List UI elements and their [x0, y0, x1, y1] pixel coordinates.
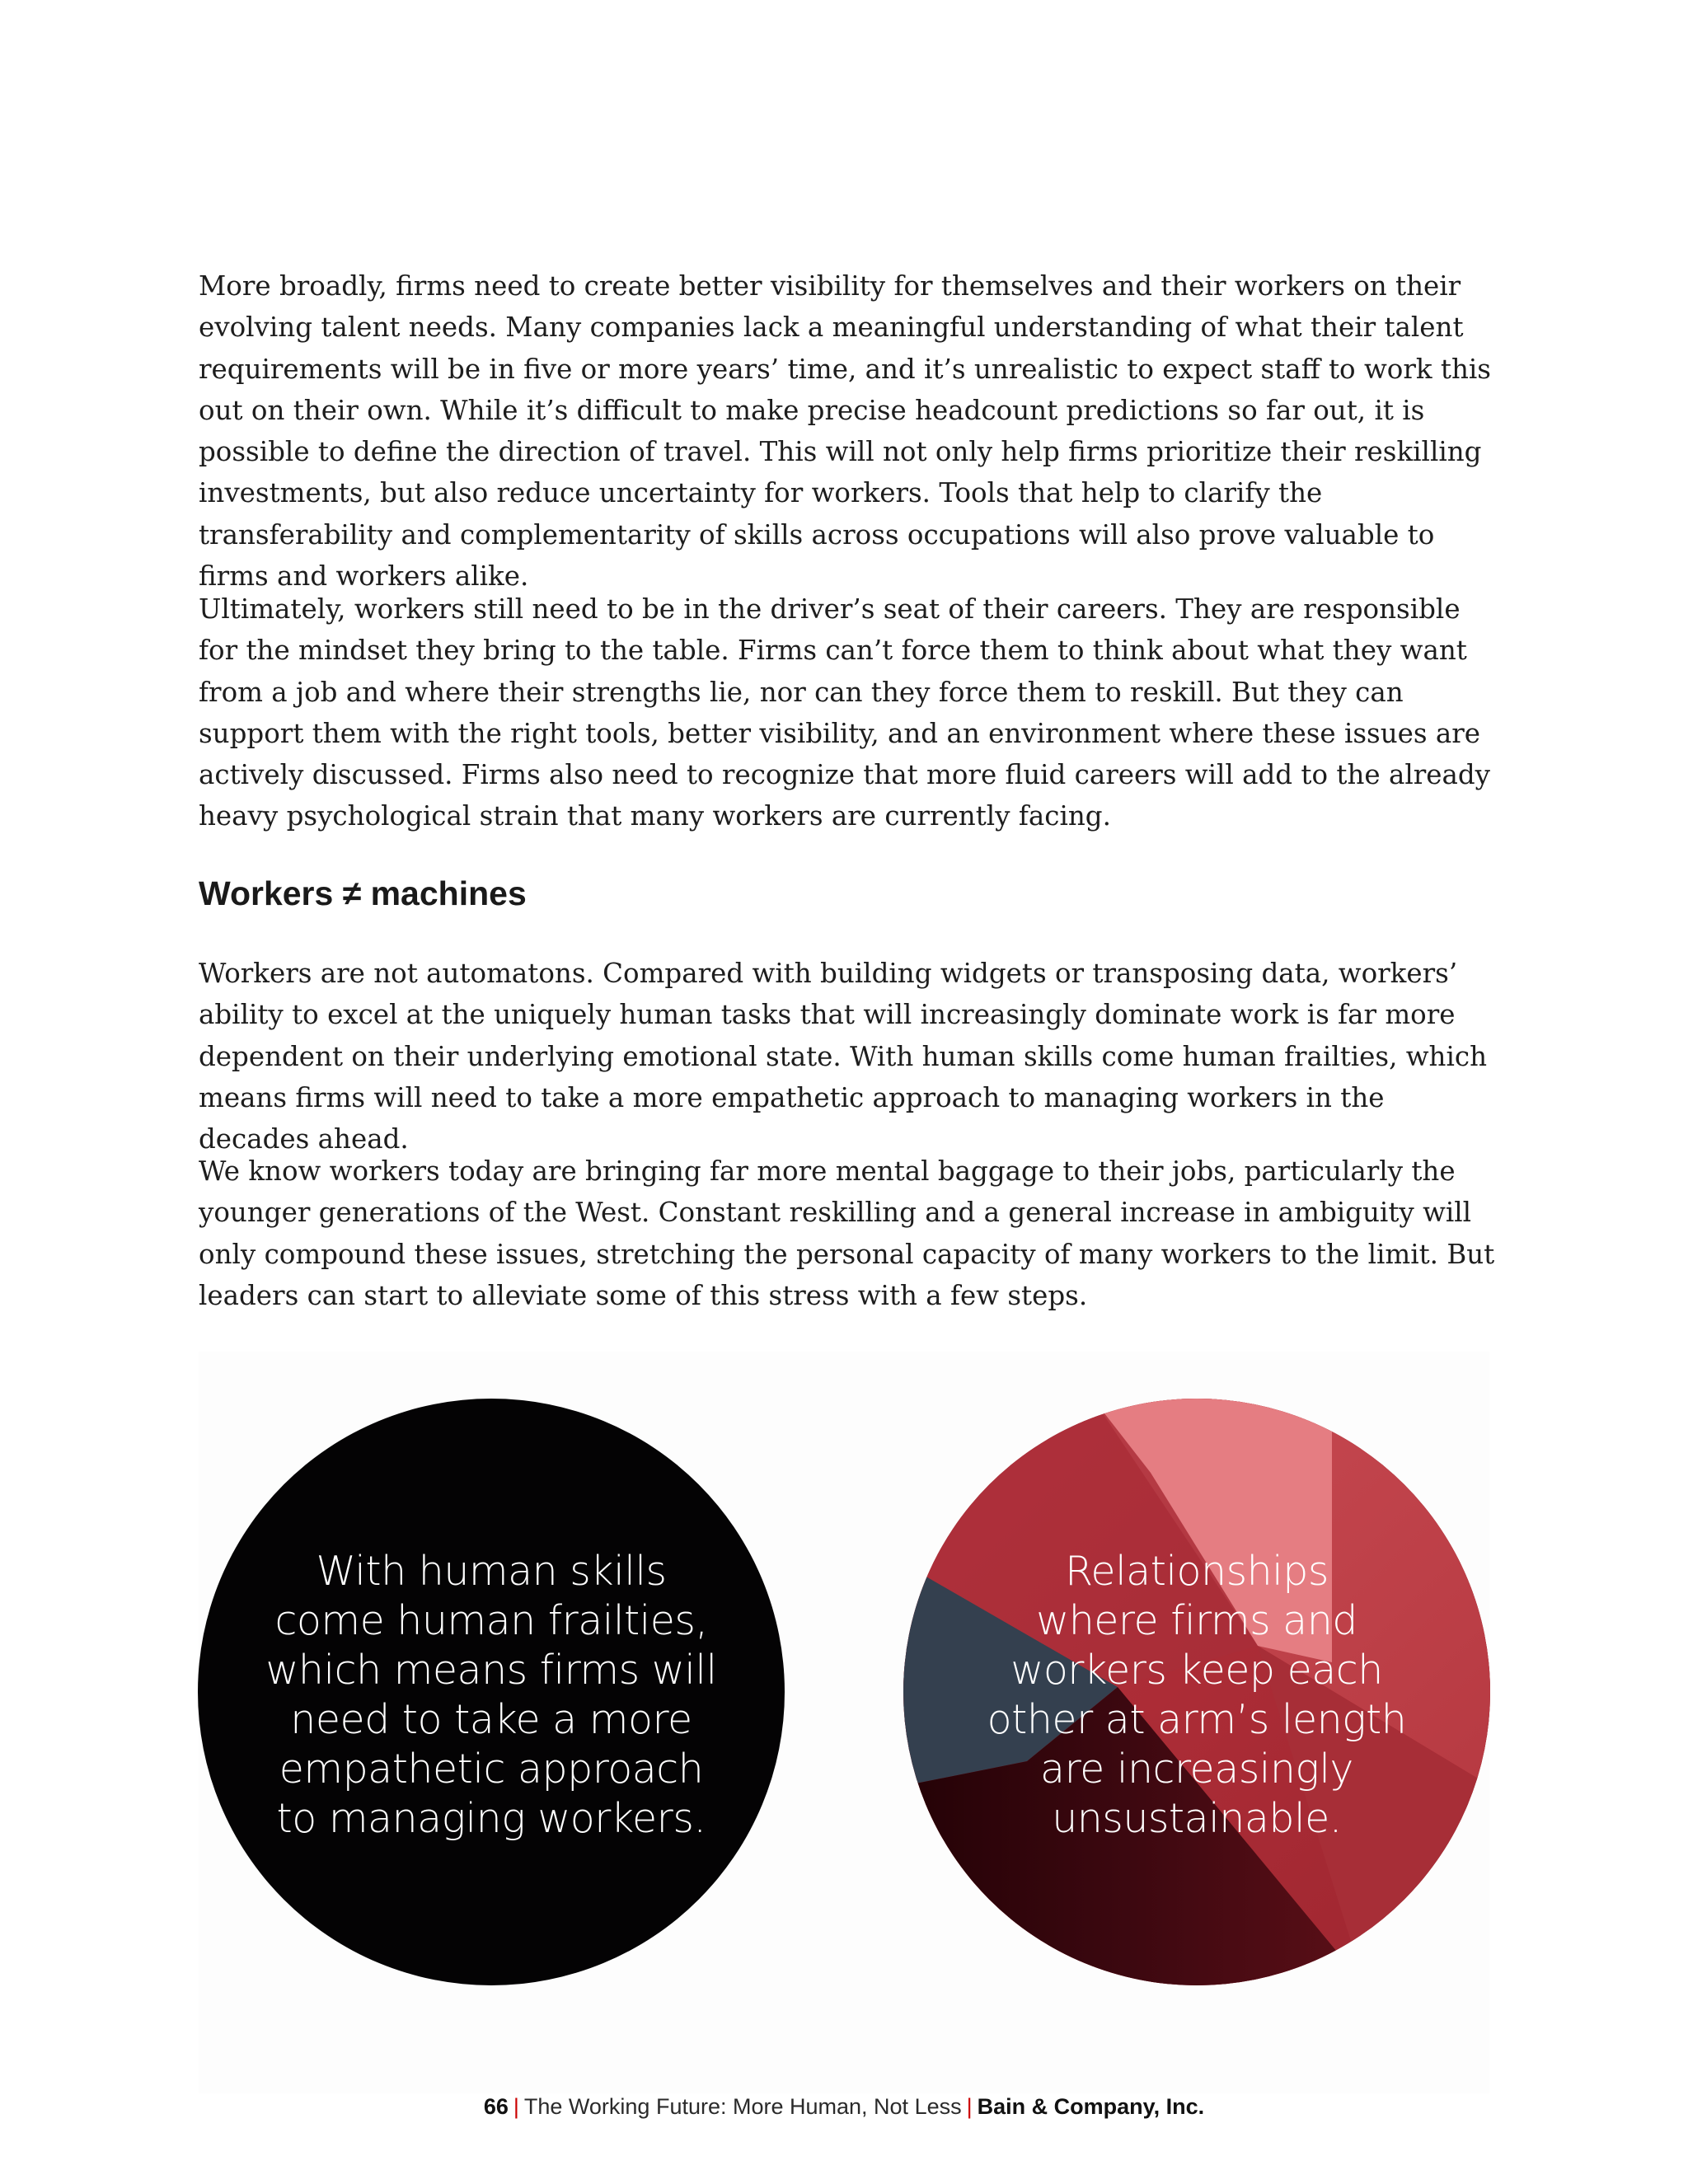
body-paragraph: We know workers today are bringing far more mental baggage to their jobs, particularly the younger generations of the West. Constant reskilling and a general increase in ambiguity will only compound these issues, stretching the personal capacity of many workers to the limit. But leaders can start to alleviate some of this stress with a few steps.	[199, 1155, 1495, 1311]
pull-quote-line: where firms and	[1036, 1597, 1357, 1644]
pull-quote-line: With human skills	[316, 1548, 667, 1595]
footer-separator: |	[966, 2094, 973, 2119]
pull-quote-line: empathetic approach	[279, 1746, 704, 1793]
pull-quote-line: need to take a more	[290, 1696, 692, 1743]
pull-quote-line: other at arm’s length	[987, 1696, 1407, 1743]
section-heading: Workers ≠ machines	[199, 874, 527, 912]
quote-circle-red	[903, 1399, 1490, 1985]
footer-separator: |	[513, 2094, 519, 2119]
page-number: 66	[483, 2094, 509, 2119]
pull-quote-line: unsustainable.	[1052, 1795, 1342, 1842]
report-title: The Working Future: More Human, Not Less	[523, 2094, 962, 2119]
pull-quote-line: come human frailties,	[274, 1597, 708, 1644]
pull-quote-line: Relationships	[1065, 1548, 1329, 1595]
pull-quote-right	[903, 1547, 1490, 1844]
body-paragraph: Workers are not automatons. Compared with building widgets or transposing data, workers’ ability to excel at the uniquely human tasks that will increasingly dominate work is far more dependent on their underlying emotional state. With human skills come human frailties, which means firms will need to take a more empathetic approach to managing workers in the decades ahead.	[199, 958, 1488, 1155]
pull-quote-left	[198, 1547, 785, 1844]
company-name: Bain & Company, Inc.	[977, 2094, 1205, 2119]
pull-quote-line: which means firms will	[265, 1647, 717, 1694]
body-paragraph: More broadly, firms need to create better visibility for themselves and their workers on their evolving talent needs. Many companies lack a meaningful understanding of what their talent requirements will be in five or more years’ time, and it’s unrealistic to expect staff to work this out on their own. While it’s difficult to make precise headcount predictions so far out, it is possible to define the direction of travel. This will not only help firms prioritize their reskilling investments, but also reduce uncertainty for workers. Tools that help to clarify the transferability and complementarity of skills across occupations will also prove valuable to firms and workers alike.	[199, 270, 1491, 593]
pull-quote-line: to managing workers.	[276, 1795, 706, 1842]
pull-quote-line: workers keep each	[1010, 1647, 1383, 1694]
pull-quote-line: are increasingly	[1040, 1746, 1353, 1793]
page-footer	[0, 2090, 1688, 2123]
body-paragraph: Ultimately, workers still need to be in the driver’s seat of their careers. They are responsible for the mindset they bring to the table. Firms can’t force them to think about what they want from a job and where their strengths lie, nor can they force them to reskill. But they can support them with the right tools, better visibility, and an environment where these issues are actively discussed. Firms also need to recognize that more fluid careers will add to the already heavy psychological strain that many workers are currently facing.	[199, 593, 1491, 832]
quote-circle-dark	[198, 1399, 785, 1985]
